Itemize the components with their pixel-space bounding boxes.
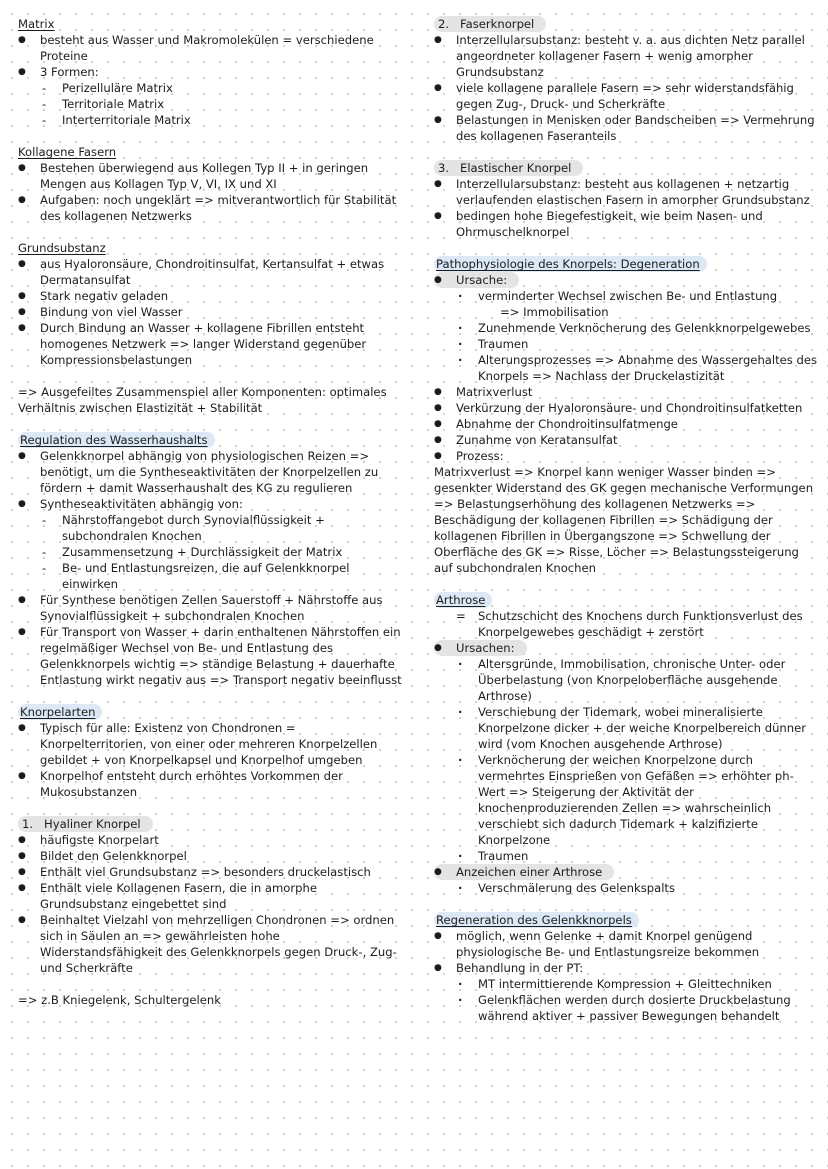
- list-item: ● Bindung von viel Wasser: [18, 304, 403, 320]
- list-item-label: Anzeichen einer Arthrose: [434, 864, 614, 880]
- list-item-label: Syntheseaktivitäten abhängig von:: [40, 497, 243, 511]
- sub-list-item: [456, 288, 818, 320]
- sub-list-item: · Verknöcherung der weichen Knorpelzone durch vermehrtes Einsprießen von Gefäßen => erhöhter ph-Wert => Steigerung der Aktivität der knochenproduzierenden Zellen => wahrscheinlich verschiebt sich dadurch Tidemark + kalzifizierte Knorpelzone: [456, 752, 818, 848]
- list-item: ● Für Transport von Wasser + darin enthaltenen Nährstoffen ein regelmäßiger Wechsel von Be- und Entlastung des Gelenkknorpels wichtig => ständige Belastung + dauerhafte Entlastung wirkt negativ aus => Transport negativ beeinflusst: [18, 624, 403, 688]
- list-item: ● Beinhaltet Vielzahl von mehrzelligen Chondronen => ordnen sich in Säulen an => gewährleisten hohe Widerstandsfähigkeit des Gelenkknorpels gegen Druck-, Zug- und Scherkräfte: [18, 912, 403, 976]
- regen-list: [434, 928, 818, 976]
- knorpelarten-list: [18, 720, 403, 800]
- section-faserknorpel: [434, 16, 818, 144]
- section-elastischer-knorpel: [434, 160, 818, 240]
- list-item: ● Prozess:: [434, 448, 818, 464]
- list-item: ● aus Hyaloronsäure, Chondroitinsulfat, Kertansulfat + etwas Dermatansulfat: [18, 256, 403, 288]
- list-item: ● Durch Bindung an Wasser + kollagene Fibrillen entsteht homogenes Netzwerk => langer Widerstand gegenüber Kompressionsbelastungen: [18, 320, 403, 368]
- list-item: ● Typisch für alle: Existenz von Chondronen = Knorpelterritorien, von einer oder mehreren Knorpelzellen gebildet + von Knorpelkapsel und Knorpelhof umgeben: [18, 720, 403, 768]
- heading-wasserhaushalt: Regulation des Wasserhaushalts: [18, 432, 215, 448]
- sub-list-item: · Verschmälerung des Gelenkspalts: [456, 880, 818, 896]
- section-regeneration: [434, 912, 818, 1024]
- heading-grundsubstanz: Grundsubstanz: [18, 241, 106, 255]
- list-item: ● Interzellularsubstanz: besteht v. a. aus dichten Netz parallel angeordneter kollagener Fasern + wenig amorpher Grundsubstanz: [434, 32, 818, 80]
- heading-pathophysiologie: Pathophysiologie des Knorpels: Degeneration: [434, 256, 707, 272]
- sub-list-item: - Zusammensetzung + Durchlässigkeit der Matrix: [40, 544, 403, 560]
- left-column: [18, 16, 403, 1024]
- list-item-label: Ursachen:: [434, 640, 527, 656]
- heading-label: Hyaliner Knorpel: [44, 817, 141, 831]
- summary-text: => Ausgefeiltes Zusammenspiel aller Komponenten: optimales Verhältnis zwischen Elastizität + Stabilität: [18, 385, 387, 415]
- sub-list-item: · Traumen: [456, 848, 818, 864]
- heading-kollagene-fasern: Kollagene Fasern: [18, 145, 117, 159]
- matrix-list: [18, 32, 403, 128]
- list-item: ● möglich, wenn Gelenke + damit Knorpel genügend physiologische Be- und Entlastungsreize bekommen: [434, 928, 818, 960]
- list-item: ● Bestehen überwiegend aus Kollegen Typ II + in geringen Mengen aus Kollagen Typ V, VI, IX und XI: [18, 160, 403, 192]
- section-pathophysiologie: [434, 256, 818, 576]
- heading-number: 3.: [438, 161, 450, 175]
- list-item: ● Knorpelhof entsteht durch erhöhtes Vorkommen der Mukosubstanzen: [18, 768, 403, 800]
- wasserhaushalt-list-2: [18, 592, 403, 688]
- list-item-label: Ursache:: [434, 272, 519, 288]
- arthrose-anzeichen-sub: [434, 880, 818, 896]
- list-item: ● Interzellularsubstanz: besteht aus kollagenen + netzartig verlaufenden elastischen Fasern in amorpher Grundsubstanz: [434, 176, 818, 208]
- sub-list-item: - Be- und Entlastungsreizen, die auf Gelenkknorpel einwirken: [40, 560, 403, 592]
- sub-list-item: - Territoriale Matrix: [40, 96, 403, 112]
- matrix-forms-list: [40, 80, 403, 128]
- list-item: ● Aufgaben: noch ungeklärt => mitverantwortlich für Stabilität des kollagenen Netzwerks: [18, 192, 403, 224]
- list-item: [434, 272, 818, 288]
- sub-list-item: · Verschiebung der Tidemark, wobei mineralisierte Knorpelzone dicker + der weiche Knorpelbereich dünner wird (vom Knochen ausgehende Arthrose): [456, 704, 818, 752]
- patho-ursache-list: [434, 288, 818, 384]
- section-grundsubstanz: [18, 240, 403, 416]
- patho-list: [434, 272, 818, 288]
- arthrose-ursachen-list: [434, 656, 818, 864]
- list-item: ● Verkürzung der Hyaloronsäure- und Chondroitinsulfatketten: [434, 400, 818, 416]
- arthrose-definition: [434, 608, 818, 640]
- synthese-list: [18, 512, 403, 592]
- sub-list-item: · Alterungsprozesses => Abnahme des Wassergehaltes des Knorpels => Nachlass der Druckelastizität: [456, 352, 818, 384]
- list-item: ● Gelenkknorpel abhängig von physiologischen Reizen => benötigt, um die Syntheseaktivitäten der Knorpelzellen zu fördern + damit Wasserhaushalt des KG zu regulieren: [18, 448, 403, 496]
- heading-regeneration: Regeneration des Gelenkknorpels: [434, 912, 639, 928]
- heading-label: Faserknorpel: [460, 17, 535, 31]
- hyalin-list: [18, 832, 403, 976]
- heading-elastischer-knorpel: [434, 160, 583, 176]
- section-wasserhaushalt: [18, 432, 403, 688]
- list-item: ● häufigste Knorpelart: [18, 832, 403, 848]
- patho-list-2: [434, 384, 818, 464]
- equals-sign: =: [456, 609, 466, 623]
- right-column: [434, 16, 818, 1040]
- section-arthrose: [434, 592, 818, 896]
- list-item: ● Enthält viel Grundsubstanz => besonders druckelastisch: [18, 864, 403, 880]
- grundsubstanz-list: [18, 256, 403, 368]
- list-item: ● Abnahme der Chondroitinsulfatmenge: [434, 416, 818, 432]
- sub-list-item: · Altersgründe, Immobilisation, chronische Unter- oder Überbelastung (von Knorpeloberfläche ausgehende Arthrose): [456, 656, 818, 704]
- sub-list-item: - Interterritoriale Matrix: [40, 112, 403, 128]
- list-item: ● viele kollagene parallele Fasern => sehr widerstandsfähig gegen Zug-, Druck- und Scherkräfte: [434, 80, 818, 112]
- list-item: [434, 640, 818, 656]
- faser-list: [434, 32, 818, 144]
- list-item: [434, 864, 818, 880]
- definition-text: Schutzschicht des Knochens durch Funktionsverlust des Knorpelgewebes geschädigt + zerstört: [478, 609, 803, 639]
- sub-list-item-text: verminderter Wechsel zwischen Be- und Entlastung: [478, 289, 778, 303]
- arthrose-anzeichen-list: [434, 864, 818, 880]
- list-item: ● Bildet den Gelenkknorpel: [18, 848, 403, 864]
- heading-knorpelarten: Knorpelarten: [18, 704, 102, 720]
- list-item: [18, 64, 403, 128]
- list-item: ● Stark negativ geladen: [18, 288, 403, 304]
- list-item: ● besteht aus Wasser und Makromolekülen = verschiedene Proteine: [18, 32, 403, 64]
- heading-label: Elastischer Knorpel: [460, 161, 572, 175]
- sub-list-item: - Nährstoffangebot durch Synovialflüssigkeit + subchondralen Knochen: [40, 512, 403, 544]
- sub-list-item: · MT intermittierende Kompression + Gleittechniken: [456, 976, 818, 992]
- section-kollagene-fasern: [18, 144, 403, 224]
- list-item: ● Belastungen in Menisken oder Bandscheiben => Vermehrung des kollagenen Faseranteils: [434, 112, 818, 144]
- list-item: ● Für Synthese benötigen Zellen Sauerstoff + Nährstoffe aus Synovialflüssigkeit + subchondralen Knochen: [18, 592, 403, 624]
- example-text: => z.B Kniegelenk, Schultergelenk: [18, 993, 221, 1007]
- sub-list-item: · Traumen: [456, 336, 818, 352]
- sub-list-item: · Zunehmende Verknöcherung des Gelenkknorpelgewebes: [456, 320, 818, 336]
- sub-list-item-text: => Immobilisation: [500, 305, 609, 319]
- heading-arthrose: Arthrose: [434, 592, 492, 608]
- prozess-text: Matrixverlust => Knorpel kann weniger Wasser binden => gesenkter Widerstand des GK gegen mechanische Verformungen => Belastungserhöhung des kollagenen Netzwerks => Beschädigung der kollagenen Fibrillen => Schädigung der kollagenen Fibrillen in Übergangszone => Schwellung der Oberfläche des GK => Risse, Löcher => Belastungssteigerung auf subchondralen Knochen: [434, 465, 814, 575]
- sub-list-item: - Perizelluläre Matrix: [40, 80, 403, 96]
- heading-hyaliner-knorpel: [18, 816, 153, 832]
- heading-matrix: Matrix: [18, 17, 55, 31]
- list-item: ● Matrixverlust: [434, 384, 818, 400]
- elast-list: [434, 176, 818, 240]
- heading-number: 1.: [22, 817, 34, 831]
- section-matrix: [18, 16, 403, 128]
- arthrose-list: [434, 640, 818, 656]
- section-hyaliner-knorpel: [18, 816, 403, 1008]
- list-item: ● bedingen hohe Biegefestigkeit, wie beim Nasen- und Ohrmuschelknorpel: [434, 208, 818, 240]
- wasserhaushalt-list: [18, 448, 403, 512]
- kollagene-list: [18, 160, 403, 224]
- heading-number: 2.: [438, 17, 450, 31]
- list-item: ● Enthält viele Kollagenen Fasern, die in amorphe Grundsubstanz eingebettet sind: [18, 880, 403, 912]
- section-knorpelarten: [18, 704, 403, 800]
- sub-list-item: · Gelenkflächen werden durch dosierte Druckbelastung während aktiver + passiver Bewegungen behandelt: [456, 992, 818, 1024]
- regen-pt-list: [434, 976, 818, 1024]
- list-item: ● Behandlung in der PT:: [434, 960, 818, 976]
- heading-faserknorpel: [434, 16, 546, 32]
- list-item: ● Zunahme von Keratansulfat: [434, 432, 818, 448]
- list-item-label: 3 Formen:: [40, 65, 99, 79]
- list-item: [18, 496, 403, 512]
